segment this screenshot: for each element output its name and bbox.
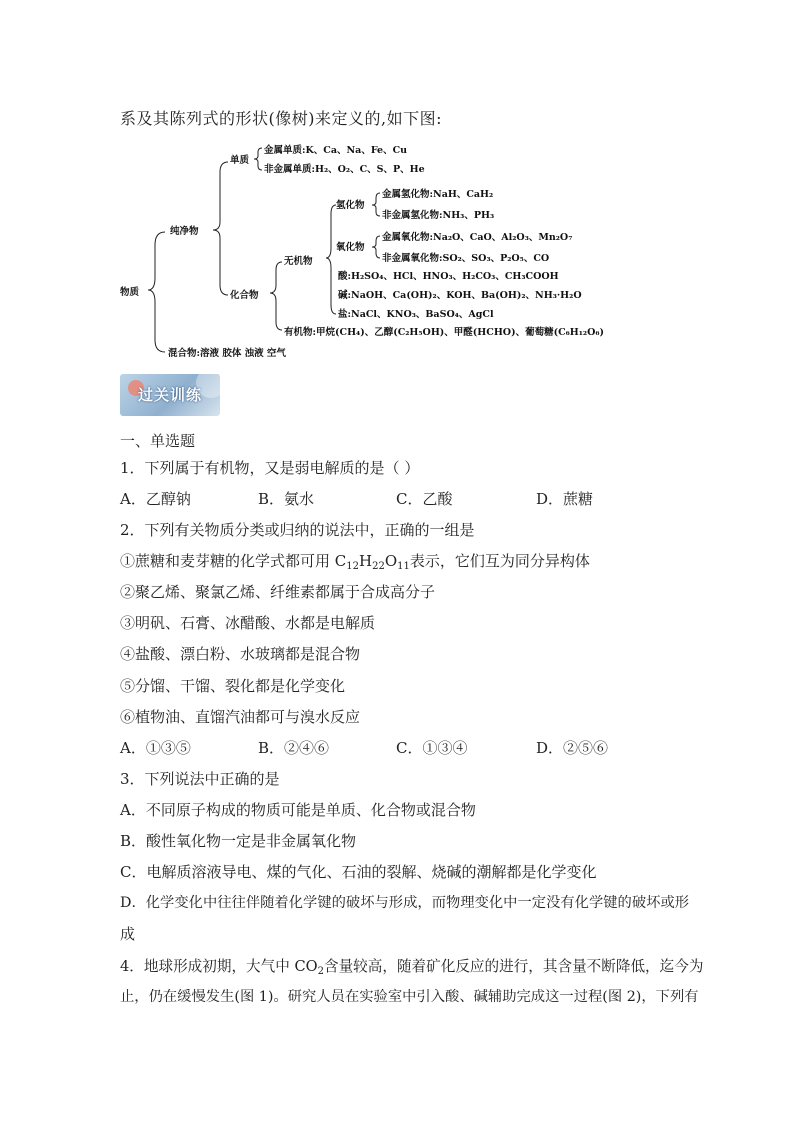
q2-statement-2: ②聚乙烯、聚氯乙烯、纤维素都属于合成高分子 bbox=[120, 583, 436, 601]
q2-statement-6: ⑥植物油、直馏汽油都可与溴水反应 bbox=[120, 708, 361, 726]
tree-organic: 有机物:甲烷(CH₄)、乙醇(C₂H₅OH)、甲醛(HCHO)、葡萄糖(C₆H₁₂O₆) bbox=[284, 327, 605, 338]
section-banner bbox=[120, 374, 220, 416]
q4-stem-line-1: 4．地球形成初期，大气中 $CO_2$含量较高，随着矿化反应的进行，其含量不断降低，迄今为 bbox=[120, 958, 704, 977]
tree-mixture: 混合物:溶液 胶体 浊液 空气 bbox=[168, 348, 286, 359]
tree-compound: 化合物 bbox=[230, 290, 259, 301]
q3-option-c[interactable]: C．电解质溶液导电、煤的气化、石油的裂解、烧碱的潮解都是化学变化 bbox=[120, 863, 597, 881]
tree-oxide: 氧化物 bbox=[336, 242, 365, 253]
tree-nonmetal-element: 非金属单质:H₂、O₂、C、S、P、He bbox=[264, 164, 425, 175]
q3-option-b[interactable]: B．酸性氧化物一定是非金属氧化物 bbox=[120, 832, 357, 850]
q2-option-a[interactable]: A．①③⑤ bbox=[120, 739, 191, 757]
tree-metal-hydride: 金属氢化物:NaH、CaH₂ bbox=[382, 189, 494, 200]
banner-label: 过关训练 bbox=[138, 386, 203, 404]
q3-option-d-continued: 成 bbox=[120, 925, 136, 943]
tree-pure: 纯净物 bbox=[170, 226, 199, 237]
q1-option-c[interactable]: C．乙酸 bbox=[396, 490, 453, 508]
tree-nonmetal-oxide: 非金属氧化物:SO₂、SO₃、P₂O₅、CO bbox=[382, 253, 550, 264]
q2-stem: 2．下列有关物质分类或归纳的说法中，正确的一组是 bbox=[120, 521, 475, 539]
q3-stem: 3．下列说法中正确的是 bbox=[120, 770, 280, 788]
q1-option-b[interactable]: B．氨水 bbox=[258, 490, 315, 508]
tree-hydride: 氢化物 bbox=[336, 200, 365, 211]
q1-option-a[interactable]: A．乙醇钠 bbox=[120, 490, 191, 508]
tree-metal-element: 金属单质:K、Ca、Na、Fe、Cu bbox=[264, 145, 408, 156]
q2-statement-1: ①蔗糖和麦芽糖的化学式都可用 $C_{12}H_{22}O_{11}$表示，它们互为同分异构体 bbox=[120, 552, 590, 572]
tree-root: 物质 bbox=[120, 287, 140, 298]
tree-nonmetal-hydride: 非金属氢化物:NH₃、PH₃ bbox=[382, 210, 495, 221]
tree-element: 单质 bbox=[230, 155, 250, 166]
intro-text: 系及其陈列式的形状(像树)来定义的,如下图: bbox=[120, 109, 442, 128]
q3-option-d[interactable]: D．化学变化中往往伴随着化学键的破坏与形成，而物理变化中一定没有化学键的破坏或形 bbox=[120, 895, 690, 911]
q1-option-d[interactable]: D．蔗糖 bbox=[536, 490, 594, 508]
q2-option-c[interactable]: C．①③④ bbox=[396, 739, 468, 757]
tree-inorganic: 无机物 bbox=[284, 256, 313, 267]
q2-statement-5: ⑤分馏、干馏、裂化都是化学变化 bbox=[120, 677, 346, 695]
q3-option-a[interactable]: A．不同原子构成的物质可能是单质、化合物或混合物 bbox=[120, 801, 476, 819]
tree-base: 碱:NaOH、Ca(OH)₂、KOH、Ba(OH)₂、NH₃·H₂O bbox=[338, 290, 582, 301]
q4-stem-line-2: 止，仍在缓慢发生(图 1)。研究人员在实验室中引入酸、碱辅助完成这一过程(图 2)，下列有 bbox=[120, 989, 699, 1005]
q1-stem: 1．下列属于有机物，又是弱电解质的是（ ） bbox=[120, 459, 420, 477]
tree-salt: 盐:NaCl、KNO₃、BaSO₄、AgCl bbox=[338, 309, 494, 320]
section-heading: 一、单选题 bbox=[120, 432, 196, 450]
q2-statement-4: ④盐酸、漂白粉、水玻璃都是混合物 bbox=[120, 645, 361, 663]
q2-option-d[interactable]: D．②⑤⑥ bbox=[536, 739, 609, 757]
tree-metal-oxide: 金属氧化物:Na₂O、CaO、Al₂O₃、Mn₂O₇ bbox=[382, 232, 573, 243]
q2-statement-3: ③明矾、石膏、冰醋酸、水都是电解质 bbox=[120, 614, 376, 632]
q2-option-b[interactable]: B．②④⑥ bbox=[258, 739, 330, 757]
tree-acid: 酸:H₂SO₄、HCl、HNO₃、H₂CO₃、CH₃COOH bbox=[338, 271, 559, 282]
classification-tree-diagram bbox=[0, 0, 794, 380]
